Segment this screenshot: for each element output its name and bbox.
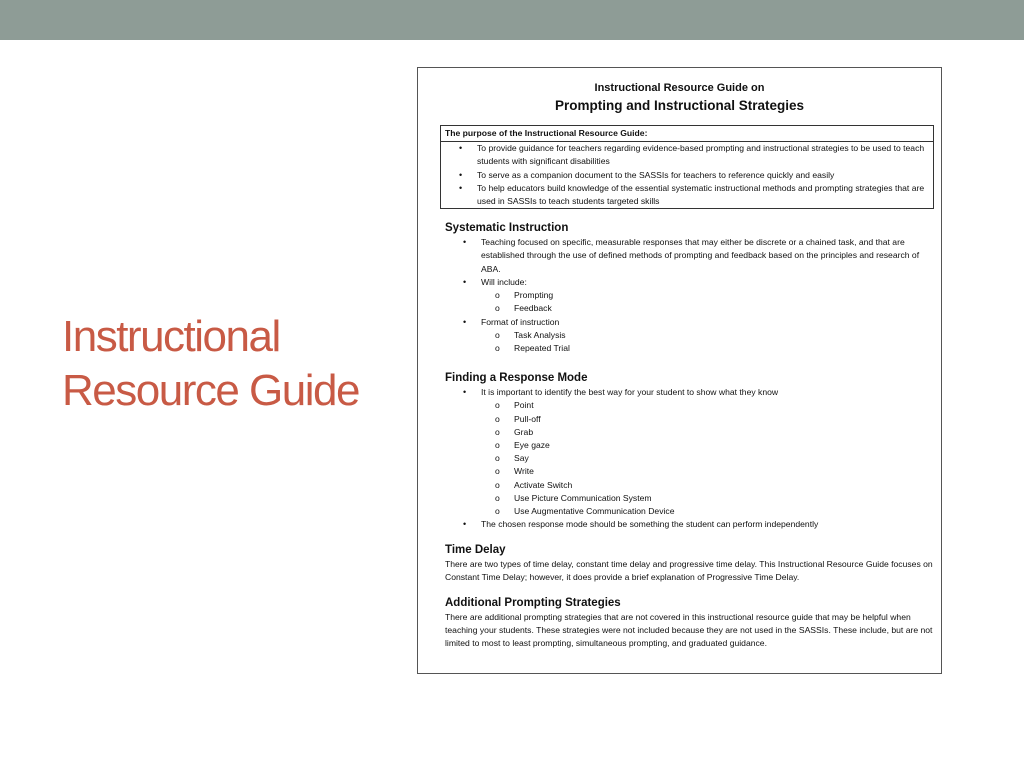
- sub-list-item: o Use Augmentative Communication Device: [481, 505, 933, 518]
- section-paragraph: There are additional prompting strategies that are not covered in this instructional resource guide that may be helpful when teaching your students. These strategies were not included because they are not used in the SASSIs. These include, but are not limited to most to least prompting, simultaneous prompting, and graduated guidance.: [445, 612, 933, 649]
- list-item: [445, 316, 933, 356]
- slide-title: [62, 310, 392, 418]
- list-item: [445, 386, 933, 518]
- section-heading: Time Delay: [445, 544, 506, 556]
- purpose-heading: The purpose of the Instructional Resource Guide:: [441, 126, 933, 142]
- list-item-text: It is important to identify the best way for your student to show what they know: [481, 387, 779, 397]
- document-title-line-2: Prompting and Instructional Strategies: [554, 98, 805, 113]
- sub-list-item: o Pull-off: [481, 413, 933, 426]
- slide-title-line-2: Resource Guide: [62, 366, 359, 415]
- sub-list-item: o Eye gaze: [481, 439, 933, 452]
- sub-list-item: o Activate Switch: [481, 479, 933, 492]
- section-paragraph: There are two types of time delay, constant time delay and progressive time delay. This Instructional Resource Guide focuses on Constant Time Delay; however, it does provide a brief explanation of Progressive Time Delay.: [445, 559, 933, 583]
- purpose-item: • To help educators build knowledge of the essential systematic instructional methods and prompting strategies that are used in SASSIs to teach students targeted skills: [441, 182, 933, 209]
- systematic-instruction-section: [445, 221, 933, 355]
- sub-list: [481, 329, 933, 355]
- list-item: • Teaching focused on specific, measurable responses that may either be discrete or a chained task, and that are established through the use of defined methods of prompting and feedback based on the principles and research of ABA.: [445, 236, 933, 276]
- list-item: [445, 276, 933, 316]
- purpose-item: • To provide guidance for teachers regarding evidence-based prompting and instructional strategies to be used to teach students with significant disabilities: [441, 142, 933, 169]
- list-item-text: Will include:: [481, 276, 527, 287]
- document-title-line-1: Instructional Resource Guide on: [594, 82, 765, 94]
- sub-list-item: o Point: [481, 399, 933, 412]
- sub-list-item: o Write: [481, 465, 933, 478]
- section-list: [445, 386, 933, 531]
- list-item-text: Format of instruction: [481, 316, 560, 327]
- purpose-list: [441, 142, 933, 208]
- section-heading: Additional Prompting Strategies: [445, 597, 621, 609]
- sub-list-item: o Task Analysis: [481, 329, 933, 342]
- list-item: • The chosen response mode should be something the student can perform independently: [445, 518, 933, 531]
- purpose-item: • To serve as a companion document to the SASSIs for teachers to reference quickly and easily: [441, 169, 933, 182]
- section-heading: Finding a Response Mode: [445, 372, 588, 384]
- additional-strategies-section: [445, 596, 933, 651]
- sub-list-item: o Say: [481, 452, 933, 465]
- slide-title-line-1: Instructional: [62, 312, 280, 361]
- purpose-box: [440, 125, 934, 209]
- sub-list-item: o Repeated Trial: [481, 342, 933, 355]
- time-delay-section: [445, 543, 933, 584]
- sub-list-item: o Prompting: [481, 289, 933, 302]
- sub-list-item: o Grab: [481, 426, 933, 439]
- document-image: [417, 67, 942, 674]
- section-heading: Systematic Instruction: [445, 222, 569, 234]
- section-list: [445, 236, 933, 355]
- sub-list-item: o Feedback: [481, 302, 933, 315]
- response-mode-section: [445, 371, 933, 531]
- sub-list: [481, 289, 933, 315]
- sub-list-item: o Use Picture Communication System: [481, 492, 933, 505]
- sub-list: [481, 399, 933, 518]
- header-bar: [0, 0, 1024, 40]
